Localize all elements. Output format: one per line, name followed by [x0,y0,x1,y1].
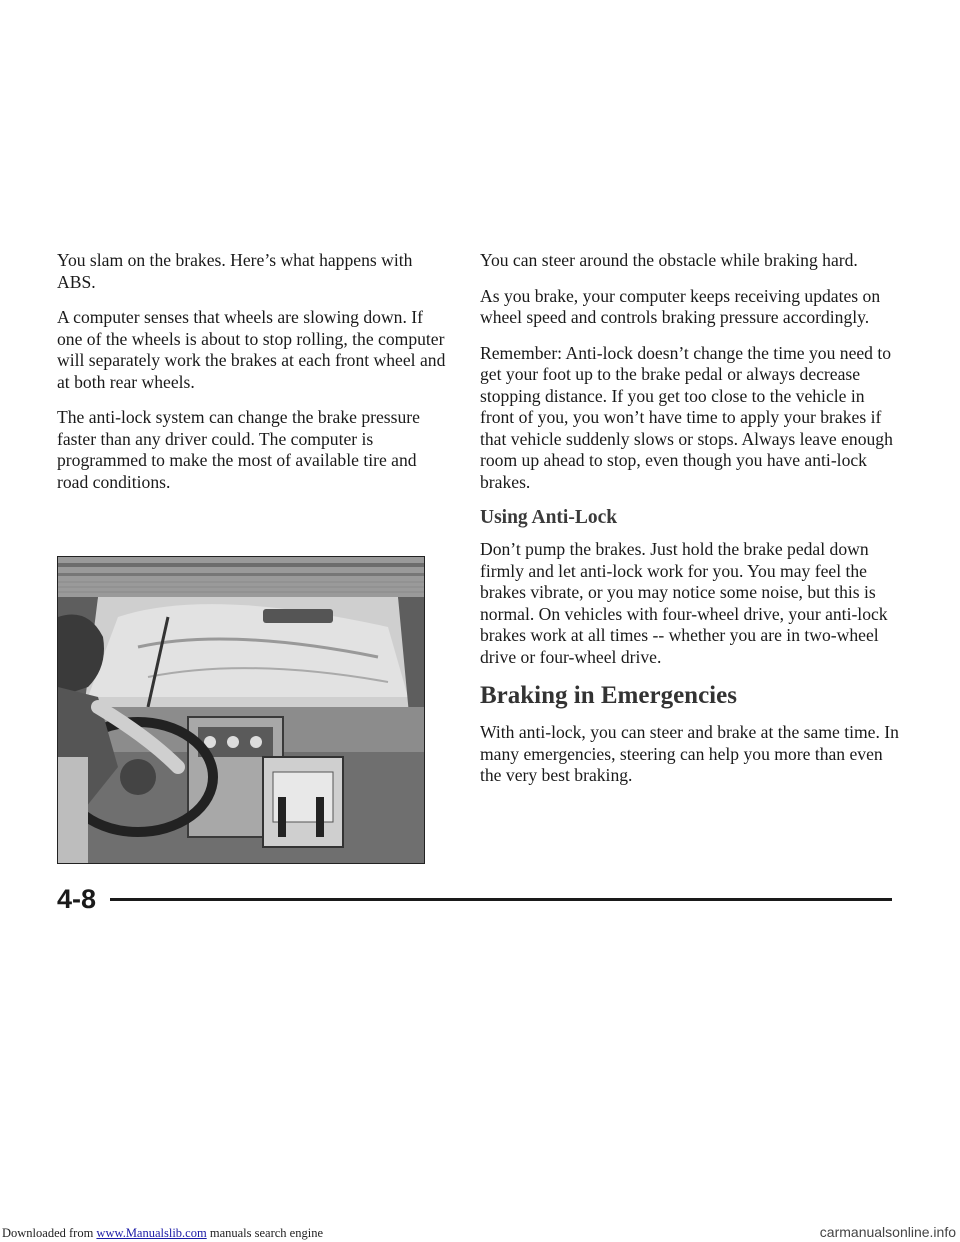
paragraph-anti-lock-pressure: The anti-lock system can change the brake pressure faster than any driver could. The computer is programmed to make the most of available tire and road conditions. [57,407,420,492]
right-column [480,250,900,801]
subheading-using-anti-lock: Using Anti-Lock [480,507,618,528]
download-suffix: manuals search engine [206,1226,323,1240]
watermark-text: carmanualsonline.info [819,1224,956,1240]
paragraph-updates: As you brake, your computer keeps receiving updates on wheel speed and controls braking pressure accordingly. [480,285,881,327]
heading-braking-in-emergencies: Braking in Emergencies [480,682,737,709]
manualslib-link[interactable]: www.Manualslib.com [96,1226,207,1240]
illustration-drawing [58,557,424,863]
footer-rule [110,898,892,901]
driver-braking-illustration [57,556,425,864]
download-footer [0,1224,960,1242]
page-number: 4-8 [57,884,97,914]
paragraph-steer-around: You can steer around the obstacle while braking hard. [480,250,858,270]
page-footer [57,884,892,915]
download-prefix: Downloaded from [2,1226,97,1240]
left-column [57,250,449,507]
paragraph-remember: Remember: Anti-lock doesn’t change the time you need to get your foot up to the brake pedal or always decrease stopping distance. If you get too close to the vehicle in front of you, you won’t have time to apply your brakes if that vehicle suddenly slows or stops. Always leave enough room up ahead to stop, even though you have anti-lock brakes. [480,342,893,492]
download-notice [2,1226,323,1241]
paragraph-computer-senses: A computer senses that wheels are slowing down. If one of the wheels is about to stop rolling, the computer will separately work the brakes at each front wheel and at both rear wheels. [57,307,446,392]
paragraph-abs-intro: You slam on the brakes. Here’s what happens with ABS. [57,250,413,292]
paragraph-using-anti-lock: Don’t pump the brakes. Just hold the brake pedal down firmly and let anti-lock work for you. You may feel the brakes vibrate, or you may notice some noise, but this is normal. On vehicles with four-wheel drive, your anti-lock brakes work at all times -- whether you are in two-wheel drive or four-wheel drive. [480,539,888,667]
paragraph-emergencies: With anti-lock, you can steer and brake at the same time. In many emergencies, steering can help you more than even the very best braking. [480,722,899,785]
